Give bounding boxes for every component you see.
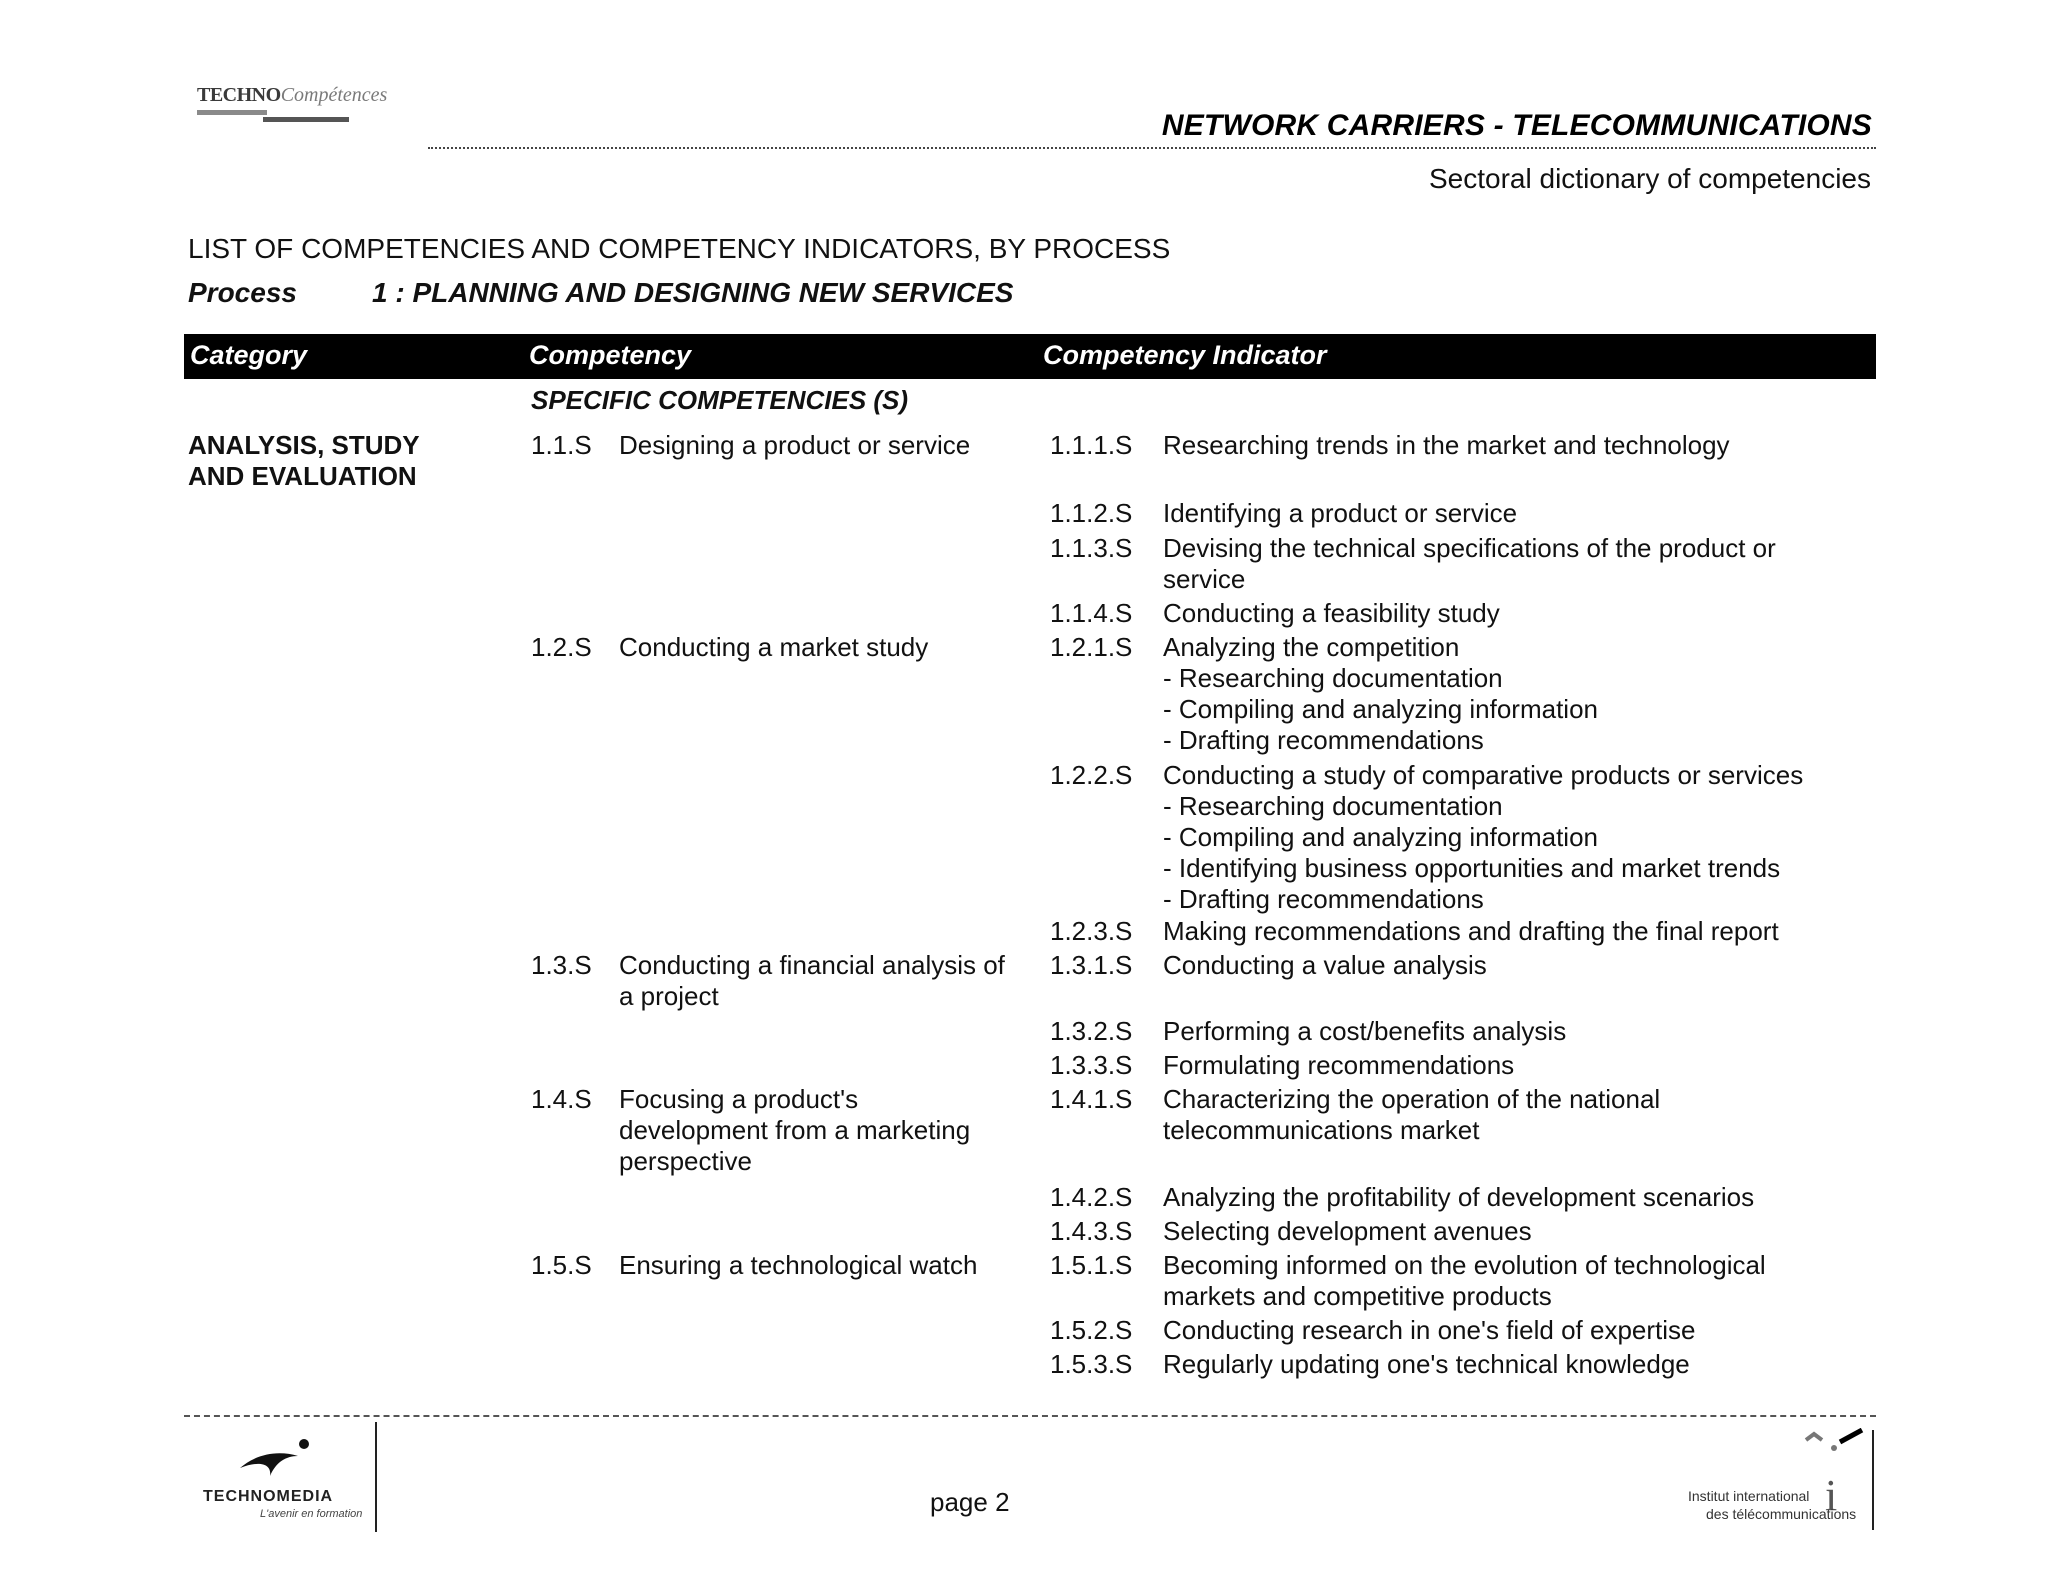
technomedia-tagline: L'avenir en formation bbox=[260, 1508, 363, 1520]
process-heading bbox=[188, 277, 1013, 309]
indicator-text: Making recommendations and drafting the final report bbox=[1163, 916, 1779, 946]
indicator-text: Conducting a feasibility study bbox=[1163, 598, 1500, 628]
indicator-text: Regularly updating one's technical knowledge bbox=[1163, 1349, 1690, 1379]
indicator-text: Analyzing the competition bbox=[1163, 632, 1460, 662]
indicator-text: markets and competitive products bbox=[1163, 1281, 1552, 1311]
indicator-text: Formulating recommendations bbox=[1163, 1050, 1515, 1080]
iit-name-line2: des télécommunications bbox=[1706, 1506, 1857, 1522]
footer-divider bbox=[184, 1415, 1876, 1417]
indicator-code: 1.3.1.S bbox=[1050, 950, 1133, 980]
competency-code: 1.1.S bbox=[531, 430, 592, 460]
process-value: 1 : PLANNING AND DESIGNING NEW SERVICES bbox=[372, 277, 1014, 308]
competency-code: 1.4.S bbox=[531, 1084, 592, 1114]
indicator-code: 1.1.4.S bbox=[1050, 598, 1133, 628]
category-line: AND EVALUATION bbox=[188, 461, 417, 491]
indicator-code: 1.4.1.S bbox=[1050, 1084, 1133, 1114]
indicator-text: - Researching documentation bbox=[1163, 791, 1503, 821]
indicator-text: Devising the technical specifications of the product or bbox=[1163, 533, 1776, 563]
technomedia-name: TECHNOMEDIA bbox=[203, 1488, 334, 1505]
competency-text: Designing a product or service bbox=[619, 430, 971, 460]
indicator-text: - Identifying business opportunities and market trends bbox=[1163, 853, 1781, 883]
footer-right-separator bbox=[1872, 1430, 1874, 1530]
competency-code: 1.5.S bbox=[531, 1250, 592, 1280]
competency-text: a project bbox=[619, 981, 719, 1011]
indicator-code: 1.2.3.S bbox=[1050, 916, 1133, 946]
indicator-code: 1.1.1.S bbox=[1050, 430, 1133, 460]
competency-text: perspective bbox=[619, 1146, 752, 1176]
competency-text: Conducting a market study bbox=[619, 632, 929, 662]
competency-text: development from a marketing bbox=[619, 1115, 971, 1145]
indicator-text: Identifying a product or service bbox=[1163, 498, 1518, 528]
indicator-code: 1.2.2.S bbox=[1050, 760, 1133, 790]
indicator-code: 1.4.2.S bbox=[1050, 1182, 1133, 1212]
indicator-text: - Researching documentation bbox=[1163, 663, 1503, 693]
indicator-code: 1.3.3.S bbox=[1050, 1050, 1133, 1080]
iit-logo-mark bbox=[1800, 1428, 1880, 1488]
document-subtitle: Sectoral dictionary of competencies bbox=[1429, 163, 1871, 194]
footer-left-separator bbox=[375, 1422, 377, 1532]
indicator-text: - Compiling and analyzing information bbox=[1163, 694, 1599, 724]
table-header bbox=[184, 334, 1876, 379]
competency-code: 1.2.S bbox=[531, 632, 592, 662]
indicator-text: - Compiling and analyzing information bbox=[1163, 822, 1599, 852]
indicator-text: - Drafting recommendations bbox=[1163, 725, 1484, 755]
category-line: ANALYSIS, STUDY bbox=[188, 430, 420, 460]
column-header-competency: Competency bbox=[529, 340, 692, 370]
indicator-code: 1.1.3.S bbox=[1050, 533, 1133, 563]
iit-name-line1: Institut international bbox=[1688, 1488, 1810, 1504]
competency-text: Focusing a product's bbox=[619, 1084, 859, 1114]
list-heading: LIST OF COMPETENCIES AND COMPETENCY INDICATORS, BY PROCESS bbox=[188, 233, 1171, 264]
indicator-text: - Drafting recommendations bbox=[1163, 884, 1484, 914]
indicator-text: Characterizing the operation of the national bbox=[1163, 1084, 1661, 1114]
indicator-text: Selecting development avenues bbox=[1163, 1216, 1532, 1246]
indicator-code: 1.1.2.S bbox=[1050, 498, 1133, 528]
competency-text: Ensuring a technological watch bbox=[619, 1250, 978, 1280]
indicator-code: 1.5.2.S bbox=[1050, 1315, 1133, 1345]
process-label: Process bbox=[188, 277, 297, 308]
indicator-code: 1.4.3.S bbox=[1050, 1216, 1133, 1246]
technomedia-logo bbox=[236, 1432, 316, 1488]
competency-code: 1.3.S bbox=[531, 950, 592, 980]
indicator-text: Analyzing the profitability of development scenarios bbox=[1163, 1182, 1755, 1212]
column-header-indicator: Competency Indicator bbox=[1043, 340, 1327, 370]
competency-text: Conducting a financial analysis of bbox=[619, 950, 1005, 980]
indicator-text: Researching trends in the market and technology bbox=[1163, 430, 1730, 460]
indicator-text: service bbox=[1163, 564, 1246, 594]
page-number: page 2 bbox=[930, 1487, 1010, 1517]
indicator-text: Conducting a study of comparative products or services bbox=[1163, 760, 1804, 790]
indicator-code: 1.2.1.S bbox=[1050, 632, 1133, 662]
indicator-code: 1.5.3.S bbox=[1050, 1349, 1133, 1379]
indicator-code: 1.3.2.S bbox=[1050, 1016, 1133, 1046]
indicator-text: Conducting a value analysis bbox=[1163, 950, 1487, 980]
indicator-text: Performing a cost/benefits analysis bbox=[1163, 1016, 1567, 1046]
document-title: NETWORK CARRIERS - TELECOMMUNICATIONS bbox=[1161, 109, 1872, 142]
technocompetences-logo: TECHNOCompétences bbox=[197, 84, 357, 128]
header-divider bbox=[428, 147, 1876, 149]
indicator-text: Becoming informed on the evolution of technological bbox=[1163, 1250, 1766, 1280]
iit-logo-letter: i bbox=[1825, 1471, 1838, 1520]
indicator-text: telecommunications market bbox=[1163, 1115, 1480, 1145]
column-header-category: Category bbox=[190, 340, 308, 370]
indicator-code: 1.5.1.S bbox=[1050, 1250, 1133, 1280]
iit-logo-icon bbox=[1800, 1428, 1880, 1488]
technomedia-swoosh-icon bbox=[236, 1432, 316, 1488]
indicator-text: Conducting research in one's field of expertise bbox=[1163, 1315, 1696, 1345]
section-label: SPECIFIC COMPETENCIES (S) bbox=[531, 385, 909, 415]
